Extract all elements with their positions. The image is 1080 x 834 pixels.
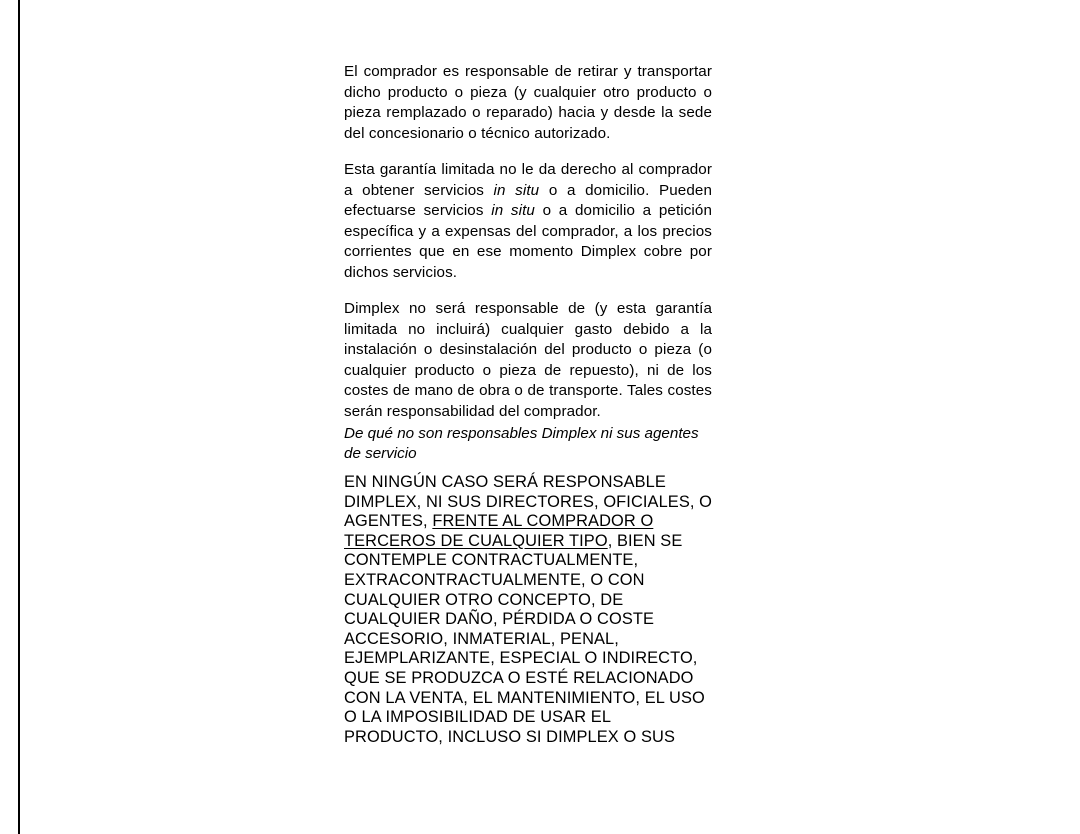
- paragraph-onsite-service-seg-3: o a domicilio. Pueden efectuarse servicios: [344, 181, 712, 219]
- paragraph-onsite-service-seg-2-italic: in situ: [493, 181, 540, 199]
- text-column: [344, 62, 712, 747]
- section-subheading: De qué no son responsables Dimplex ni sus agentes de servicio: [344, 425, 699, 462]
- liability-seg-3: , BIEN SE CONTEMPLE CONTRACTUALMENTE, EXTRACONTRACTUALMENTE, O CON CUALQUIER OTRO CONCEPTO, DE CUALQUIER DAÑO, PÉRDIDA O COSTE ACCESORIO, INMATERIAL, PENAL, EJEMPLARIZANTE, ESPECIAL O INDIRECTO, QUE SE PRODUZCA O ESTÉ RELACIONADO CON LA VENTA, EL MANTENIMIENTO, EL USO O LA IMPOSIBILIDAD DE USAR EL PRODUCTO, INCLUSO SI DIMPLEX O SUS: [344, 531, 705, 746]
- paragraph-onsite-service: [344, 160, 712, 283]
- paragraph-installation-costs: Dimplex no será responsable de (y esta garantía limitada no incluirá) cualquier gasto debido a la instalación o desinstalación del producto o pieza (o cualquier producto o pieza de repuesto), ni de los costes de mano de obra o de transporte. Tales costes serán responsabilidad del comprador.: [344, 300, 712, 420]
- paragraph-transport-responsibility: El comprador es responsable de retirar y transportar dicho producto o pieza (y cualquier otro producto o pieza remplazado o reparado) hacia y desde la sede del concesionario o técnico autorizado.: [344, 63, 712, 142]
- paragraph-onsite-service-seg-5: o a domicilio a petición específica y a expensas del comprador, a los precios corrientes que en ese momento Dimplex cobre por dichos servicios.: [344, 202, 713, 281]
- paragraph-onsite-service-seg-4-italic: in situ: [491, 202, 535, 219]
- page-edge-rule: [18, 0, 20, 834]
- liability-seg-1: EN NINGÚN CASO SERÁ RESPONSABLE DIMPLEX, NI SUS DIRECTORES, OFICIALES, O AGENTES,: [344, 473, 713, 531]
- liability-disclaimer-block: [344, 473, 712, 747]
- paragraph-onsite-service-seg-1: Esta garantía limitada no le da derecho al comprador a obtener servicios: [344, 161, 712, 199]
- liability-seg-2-underlined: FRENTE AL COMPRADOR O TERCEROS DE CUALQUIER TIPO: [344, 512, 654, 550]
